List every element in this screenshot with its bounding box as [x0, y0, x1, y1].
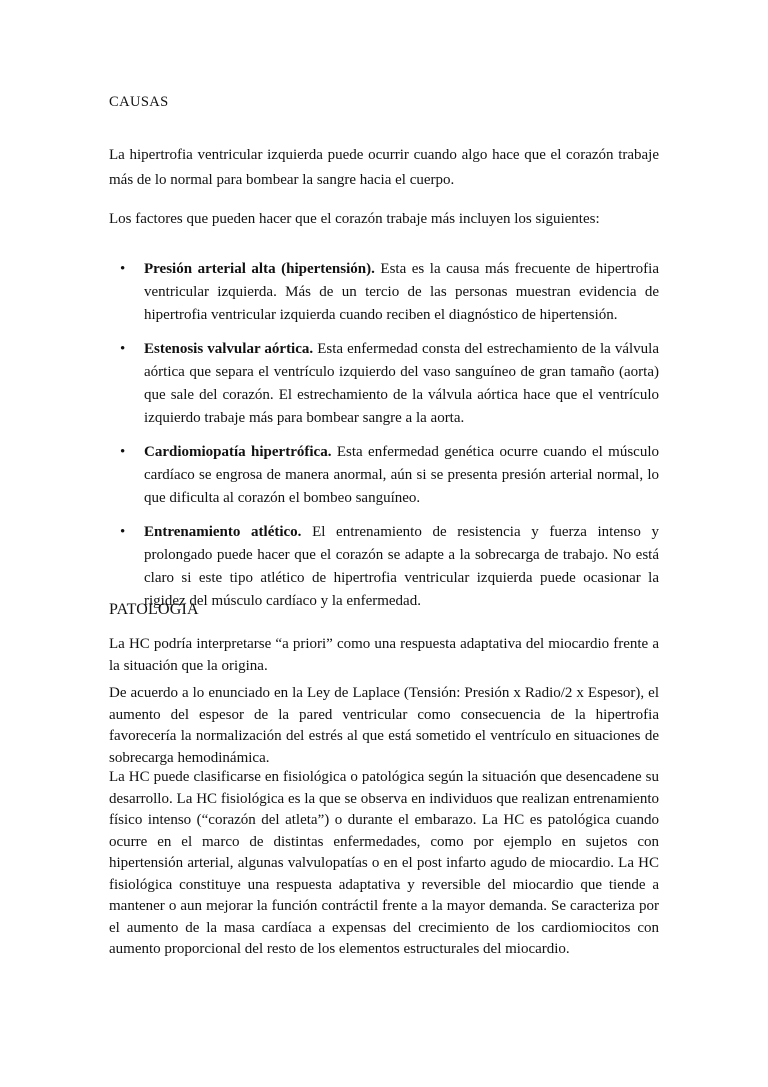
bullet-dot-icon: •: [120, 341, 126, 357]
bullet-text: El entrenamiento de resistencia y fuerza intenso y prolongado puede hacer que el corazón se adapte a la sobrecarga de trabajo. No está claro si este tipo atlético de hipertrofia ventricular izquierda puede ocasionar la rigidez del músculo cardíaco y la enfermedad.: [144, 524, 659, 609]
factors-intro-paragraph: Los factores que pueden hacer que el corazón trabaje más incluyen los siguientes:: [109, 211, 600, 227]
patologia-paragraph: La HC podría interpretarse “a priori” como una respuesta adaptativa del miocardio frente a la situación que la origina.: [109, 636, 659, 674]
patologia-paragraph: La HC puede clasificarse en fisiológica o patológica según la situación que desencadene su desarrollo. La HC fisiológica es la que se observa en individuos que realizan entrenamiento físico intenso (“corazón del atleta”) o durante el embarazo. La HC es patológica cuando ocurre en el marco de distintas enfermedades, como por ejemplo en sujetos con hipertensión arterial, algunas valvulopatías o en el post infarto agudo de miocardio. La HC fisiológica constituye una respuesta adaptativa y reversible del miocardio que tiende a mantener o aun mejorar la función contráctil frente a la mayor demanda. Se caracteriza por el aumento de la masa cardíaca a expensas del crecimiento de los cardiomiocitos con aumento proporcional del resto de los elementos estructurales del miocardio.: [109, 769, 659, 957]
bullet-item-hipertension: [109, 258, 659, 327]
bullet-item-cardiomiopatia: [109, 441, 659, 510]
bullet-title: Entrenamiento atlético.: [144, 524, 313, 540]
bullet-title: Estenosis valvular aórtica.: [144, 341, 318, 357]
patologia-paragraph: De acuerdo a lo enunciado en la Ley de Laplace (Tensión: Presión x Radio/2 x Espesor), el aumento del espesor de la pared ventricular como consecuencia de la hipertrofia favorecería la normalización del estrés al que está sometido el ventrículo en situaciones de sobrecarga hemodinámica.: [109, 685, 659, 766]
bullet-text: Esta enfermedad genética ocurre cuando el músculo cardíaco se engrosa de manera anormal, aún si se presenta presión arterial normal, lo que dificulta al corazón el bombeo sanguíneo.: [144, 444, 659, 506]
bullet-dot-icon: •: [120, 524, 126, 540]
bullet-text: Esta enfermedad consta del estrechamiento de la válvula aórtica que separa el ventrículo izquierdo del vaso sanguíneo de gran tamaño (aorta) que sale del corazón. El estrechamiento de la válvula aórtica hace que el ventrículo izquierdo trabaje más para bombear sangre a la aorta.: [144, 341, 659, 426]
section-heading-patologia: PATOLOGIA: [109, 601, 199, 618]
bullet-dot-icon: •: [120, 444, 126, 460]
section-heading-causas: CAUSAS: [109, 94, 169, 110]
bullet-text: Esta es la causa más frecuente de hipertrofia ventricular izquierda. Más de un tercio de las personas muestran evidencia de hipertrofia ventricular izquierda cuando reciben el diagnóstico de hipertensión.: [144, 261, 659, 323]
causas-intro-paragraph: La hipertrofia ventricular izquierda puede ocurrir cuando algo hace que el corazón trabaje más de lo normal para bombear la sangre hacia el cuerpo.: [109, 147, 659, 188]
causes-bullet-list: [109, 258, 659, 624]
bullet-dot-icon: •: [120, 261, 126, 277]
bullet-title: Cardiomiopatía hipertrófica.: [144, 444, 337, 460]
bullet-title: Presión arterial alta (hipertensión).: [144, 261, 381, 277]
bullet-item-estenosis: [109, 338, 659, 430]
bullet-item-entrenamiento: [109, 521, 659, 613]
